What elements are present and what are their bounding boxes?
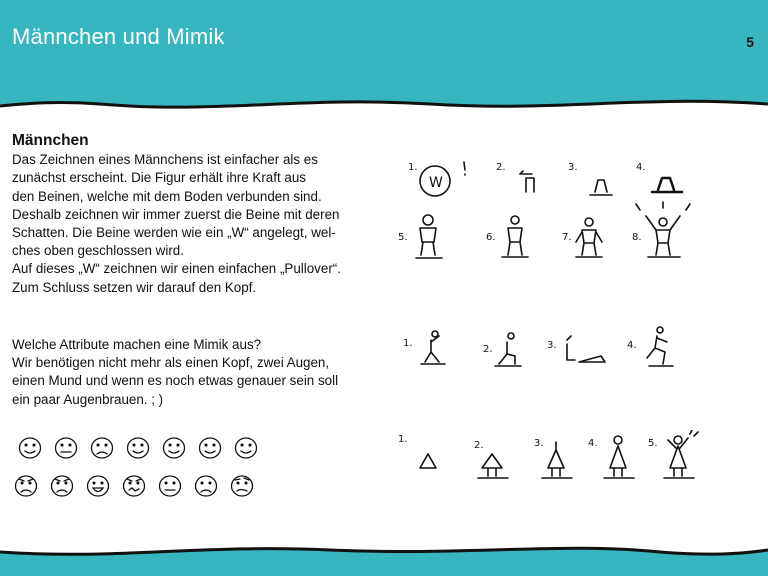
dress-step-icon: [542, 442, 572, 478]
exclaim-mark: [464, 162, 465, 175]
triangle-icon: [420, 454, 436, 468]
header-banner: [0, 0, 768, 118]
footer-wave: [0, 532, 768, 576]
step-label: 2.: [483, 344, 493, 355]
head-icon: [508, 333, 514, 339]
step-label: 2.: [496, 162, 506, 173]
legs-shadow-icon: [590, 180, 612, 195]
intro-line: Zum Schluss setzen wir darauf den Kopf.: [12, 279, 257, 295]
figure-icon: [416, 228, 442, 258]
figure-cheer-icon: [636, 202, 690, 257]
pose-icon: [647, 336, 673, 366]
step-label: 3.: [547, 340, 557, 351]
dress-step-icon: [478, 454, 508, 478]
step-label: 1.: [408, 162, 418, 173]
step-label: 4.: [627, 340, 637, 351]
section-heading: Männchen: [12, 132, 89, 149]
face-angry-icon: [52, 476, 73, 496]
intro-line: den Beinen, welche mit dem Boden verbunden sind.: [12, 188, 322, 204]
head-icon: [657, 327, 663, 333]
pose-icon: [567, 336, 605, 362]
step-label: 4.: [636, 162, 646, 173]
face-angry-icon: [16, 476, 37, 496]
head-icon: [432, 331, 438, 337]
intro-line: ches oben geschlossen wird.: [12, 243, 184, 259]
pose-icon: [421, 336, 445, 364]
head-icon: [659, 218, 667, 226]
intro-section: [12, 132, 352, 297]
face-smile-icon: [128, 438, 149, 458]
dress-step-icon: [604, 446, 634, 478]
step-label: 8.: [632, 232, 642, 243]
header-background: [0, 0, 768, 118]
step-label: 4.: [588, 438, 598, 449]
dress-figure-sketch: [392, 430, 702, 490]
face-grimace-icon: [124, 476, 145, 496]
face-neutral-icon: [160, 476, 181, 496]
head-icon: [614, 436, 622, 444]
head-icon: [585, 218, 593, 226]
page-number: 5: [746, 34, 754, 50]
face-neutral-icon: [56, 438, 77, 458]
page-title: Männchen und Mimik: [12, 24, 225, 49]
pose-icon: [495, 342, 521, 366]
face-sad-icon: [92, 438, 113, 458]
poses-sketch: [395, 322, 695, 377]
step-label: 2.: [474, 440, 484, 451]
legs-step-icon: [520, 171, 534, 192]
head-icon: [423, 215, 433, 225]
step-label: 1.: [403, 338, 413, 349]
step-label: 3.: [534, 438, 544, 449]
face-sad-icon: [196, 476, 217, 496]
head-icon: [511, 216, 519, 224]
mimik-section: [12, 336, 352, 409]
faces-row-2: [16, 476, 253, 496]
intro-line: Das Zeichnen eines Männchens ist einfacher als es: [12, 152, 318, 168]
face-smile-icon: [236, 438, 257, 458]
face-confused-icon: [232, 476, 253, 496]
face-laugh-icon: [88, 476, 109, 496]
step-label: 5.: [648, 438, 658, 449]
step-label: 6.: [486, 232, 496, 243]
footer-background: [0, 532, 768, 576]
mimik-line: Welche Attribute machen eine Mimik aus?: [12, 337, 262, 352]
mimik-line: Wir benötigen nicht mehr als einen Kopf, zwei Augen,: [12, 355, 330, 371]
faces-sketch: [10, 428, 270, 508]
face-smile-icon: [164, 438, 185, 458]
figure-steps-sketch: [390, 150, 710, 270]
intro-line: Deshalb zeichnen wir immer zuerst die Beine mit deren: [12, 206, 340, 222]
step-label: 5.: [398, 232, 408, 243]
face-smile-icon: [20, 438, 41, 458]
face-smile-icon: [200, 438, 221, 458]
step-label: 7.: [562, 232, 572, 243]
head-icon: [674, 436, 682, 444]
intro-line: zunächst erscheint. Die Figur erhält ihre Kraft aus: [12, 170, 306, 186]
faces-row-1: [20, 438, 257, 458]
step-label: 1.: [398, 434, 408, 445]
mimik-line: einen Mund und wenn es noch etwas genauer sein soll: [12, 373, 339, 389]
intro-line: Auf dieses „W“ zeichnen wir einen einfachen „Pullover“.: [12, 261, 341, 277]
mimik-line: ein paar Augenbrauen. ; ): [12, 391, 164, 407]
step-label: 3.: [568, 162, 578, 173]
figure-icon: [576, 230, 602, 257]
intro-line: Schatten. Die Beine werden wie ein „W“ angelegt, wel-: [12, 225, 336, 241]
legs-filled-icon: [652, 178, 682, 192]
figure-icon: [502, 228, 528, 257]
w-letter: W: [429, 175, 443, 191]
